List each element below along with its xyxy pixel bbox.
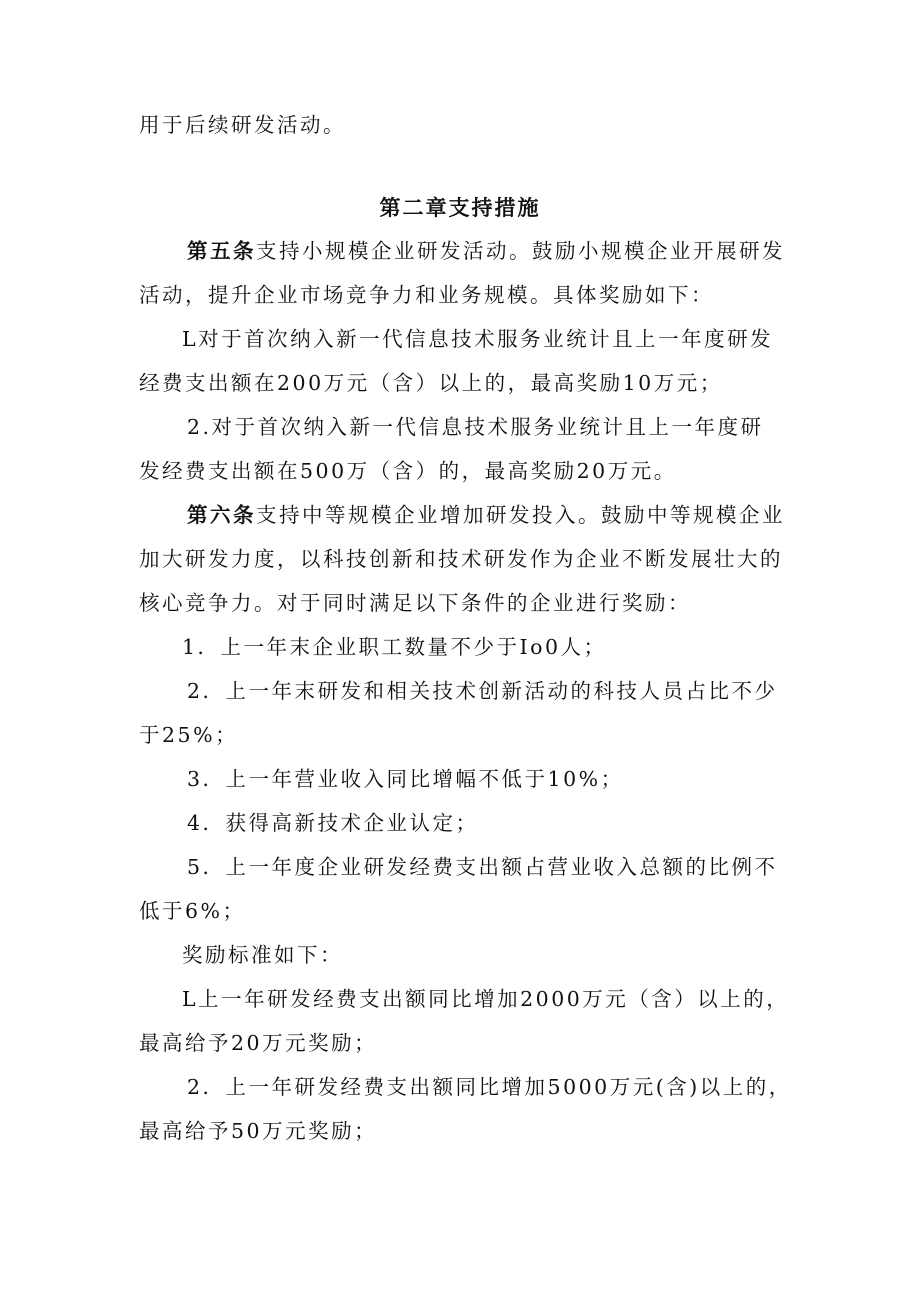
paragraph-line: 最高给予50万元奖励；	[139, 1119, 378, 1143]
paragraph-line: 发经费支出额在500万（含）的，最高奖励20万元。	[139, 459, 677, 483]
list-item: 5．上一年度企业研发经费支出额占营业收入总额的比例不	[187, 855, 778, 879]
paragraph-line: 最高给予20万元奖励；	[139, 1031, 378, 1055]
paragraph-line: 经费支出额在200万元（含）以上的，最高奖励10万元；	[139, 371, 723, 395]
list-item: 4．获得高新技术企业认定；	[187, 811, 479, 835]
list-item: 2.对于首次纳入新一代信息技术服务业统计且上一年度研	[187, 415, 764, 439]
paragraph-line: 用于后续研发活动。	[139, 113, 346, 137]
list-item: L对于首次纳入新一代信息技术服务业统计且上一年度研发	[182, 327, 774, 351]
article-6-text: 支持中等规模企业增加研发投入。鼓励中等规模企业	[256, 503, 785, 527]
paragraph-line: 活动，提升企业市场竞争力和业务规模。具体奖励如下：	[139, 283, 714, 307]
list-item: 1．上一年末企业职工数量不少于Io0人；	[182, 635, 607, 659]
paragraph-line: 于25%；	[139, 723, 239, 747]
paragraph-line: 核心竞争力。对于同时满足以下条件的企业进行奖励：	[139, 591, 691, 615]
list-item: L上一年研发经费支出额同比增加2000万元（含）以上的，	[182, 987, 790, 1011]
article-6-line-1	[187, 500, 847, 530]
paragraph-line: 低于6%；	[139, 899, 246, 923]
paragraph-line: 奖励标准如下：	[182, 943, 343, 967]
list-item: 2．上一年末研发和相关技术创新活动的科技人员占比不少	[187, 679, 778, 703]
chapter-heading: 第二章支持措施	[379, 195, 541, 220]
article-5-text: 支持小规模企业研发活动。鼓励小规模企业开展研发	[256, 239, 785, 263]
list-item: 2．上一年研发经费支出额同比增加5000万元(含)以上的，	[187, 1075, 792, 1099]
article-6-title: 第六条	[187, 503, 256, 527]
list-item: 3．上一年营业收入同比增幅不低于10%；	[187, 767, 624, 791]
paragraph-line: 加大研发力度，以科技创新和技术研发作为企业不断发展壮大的	[139, 547, 783, 571]
article-5-title: 第五条	[187, 239, 256, 263]
article-5-line-1	[187, 236, 847, 266]
